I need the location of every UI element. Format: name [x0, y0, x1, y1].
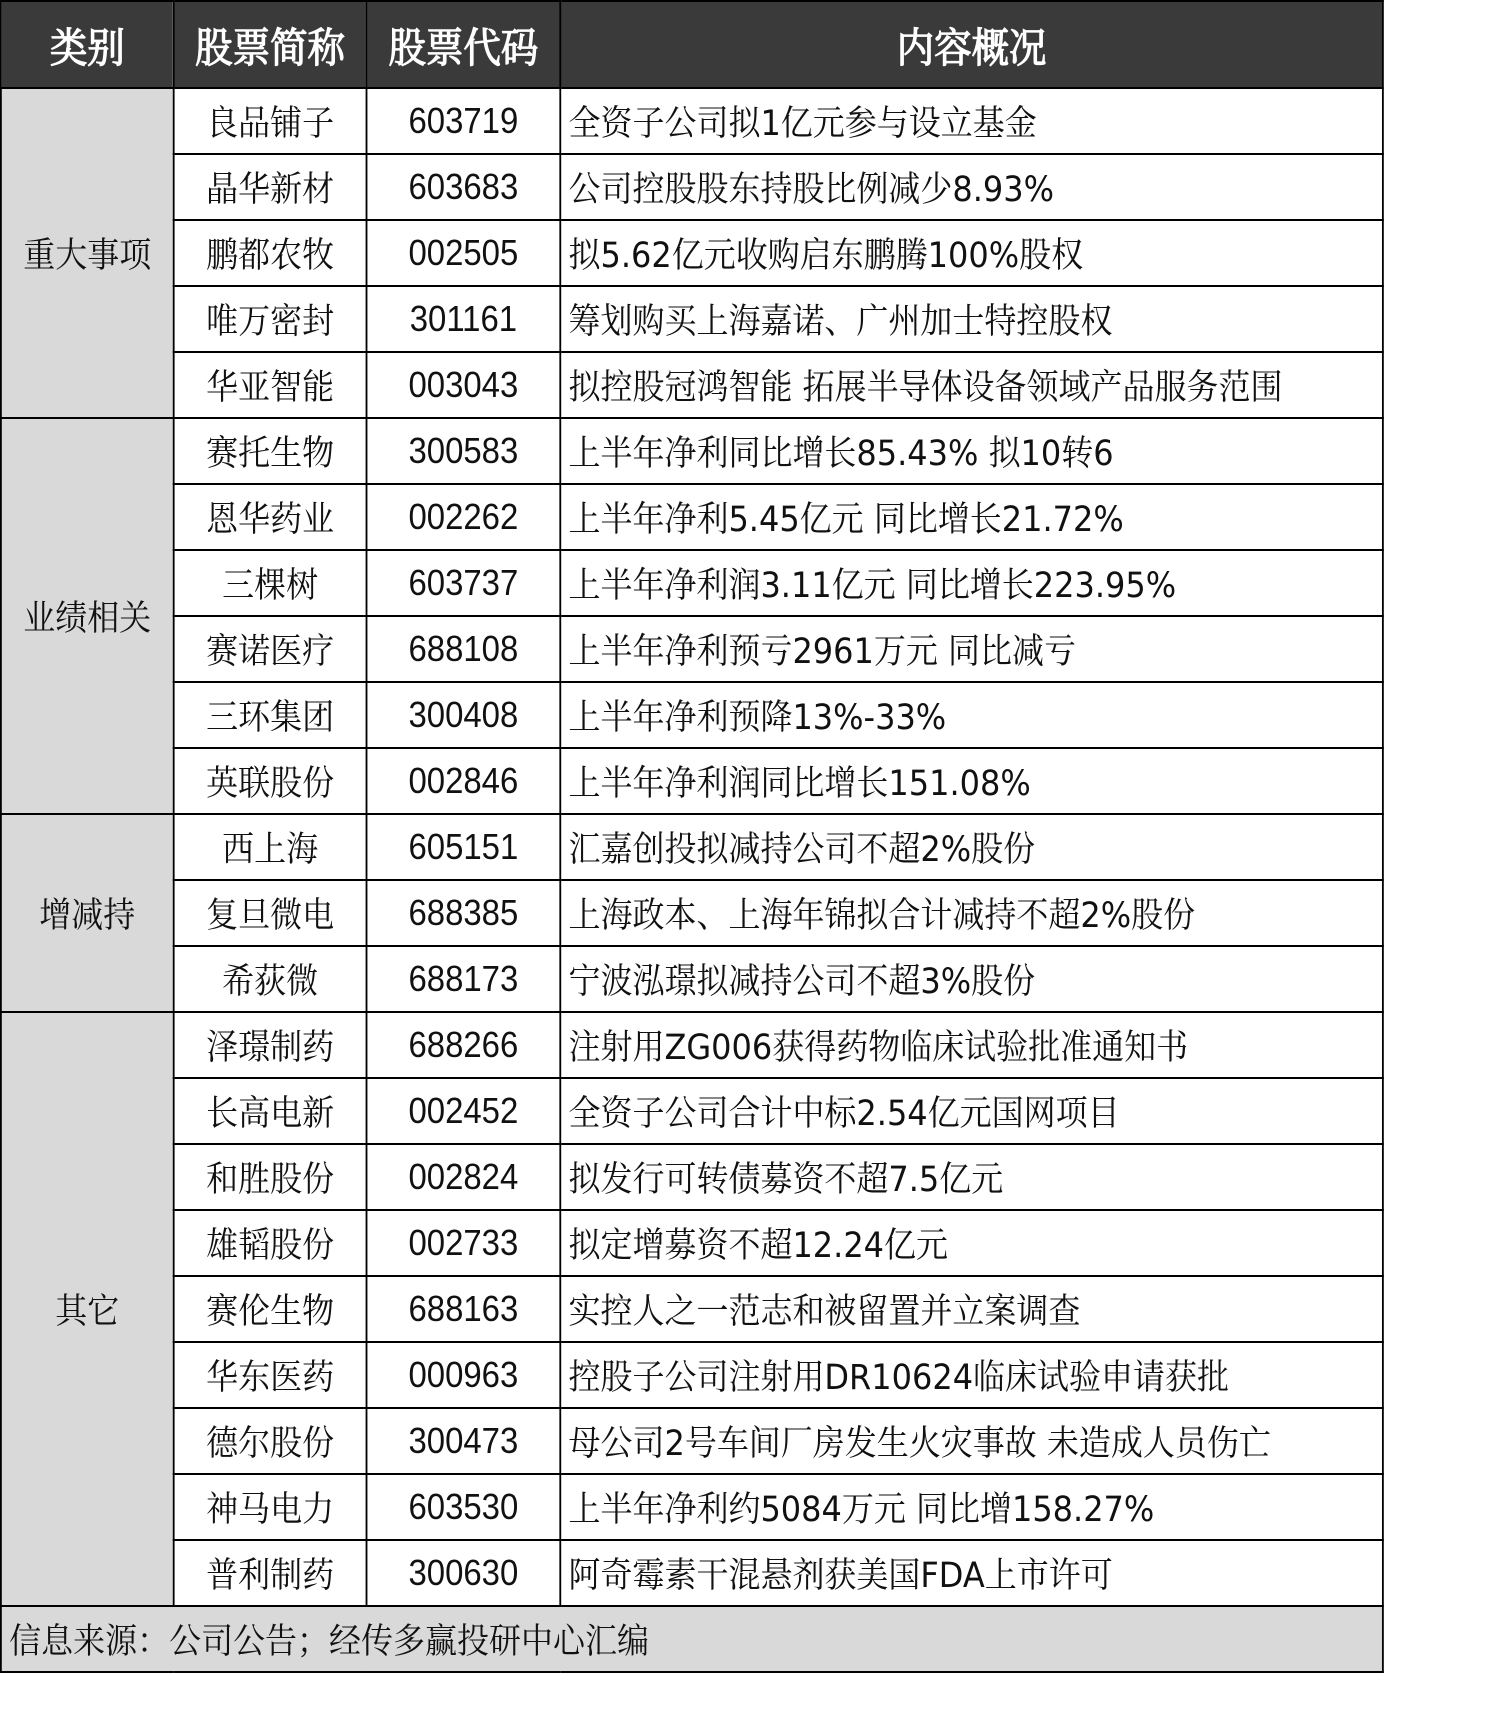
content-cell: 拟5.62亿元收购启东鹏腾100%股权: [560, 220, 1383, 286]
stock-name-cell: 华亚智能: [174, 352, 367, 418]
stock-code-cell: 300473: [367, 1408, 561, 1474]
table-row: [1, 1210, 1383, 1276]
content-cell: 控股子公司注射用DR10624临床试验申请获批: [560, 1342, 1383, 1408]
table-row: [1, 286, 1383, 352]
content-cell: 全资子公司合计中标2.54亿元国网项目: [560, 1078, 1383, 1144]
source-note: 信息来源：公司公告；经传多赢投研中心汇编: [1, 1606, 1383, 1672]
content-cell: 上半年净利润同比增长151.08%: [560, 748, 1383, 814]
table-row: [1, 1540, 1383, 1606]
content-cell: 上半年净利润3.11亿元 同比增长223.95%: [560, 550, 1383, 616]
stock-code-cell: 002262: [367, 484, 561, 550]
stock-code-cell: 688266: [367, 1012, 561, 1078]
stock-code-cell: 688108: [367, 616, 561, 682]
table-row: [1, 1012, 1383, 1078]
stock-name-cell: 鹏都农牧: [174, 220, 367, 286]
stock-code-cell: 688173: [367, 946, 561, 1012]
stock-code-cell: 300408: [367, 682, 561, 748]
content-cell: 上海政本、上海年锦拟合计减持不超2%股份: [560, 880, 1383, 946]
stock-name-cell: 赛诺医疗: [174, 616, 367, 682]
content-cell: 注射用ZG006获得药物临床试验批准通知书: [560, 1012, 1383, 1078]
stock-name-cell: 三环集团: [174, 682, 367, 748]
stock-code-cell: 002824: [367, 1144, 561, 1210]
stock-code-cell: 603530: [367, 1474, 561, 1540]
content-cell: 母公司2号车间厂房发生火灾事故 未造成人员伤亡: [560, 1408, 1383, 1474]
stock-code-cell: 688163: [367, 1276, 561, 1342]
content-cell: 公司控股股东持股比例减少8.93%: [560, 154, 1383, 220]
table-row: [1, 1342, 1383, 1408]
stock-name-cell: 和胜股份: [174, 1144, 367, 1210]
content-cell: 上半年净利5.45亿元 同比增长21.72%: [560, 484, 1383, 550]
stock-code-cell: 301161: [367, 286, 561, 352]
content-cell: 筹划购买上海嘉诺、广州加士特控股权: [560, 286, 1383, 352]
stock-code-cell: 605151: [367, 814, 561, 880]
content-cell: 拟发行可转债募资不超7.5亿元: [560, 1144, 1383, 1210]
stock-name-cell: 唯万密封: [174, 286, 367, 352]
content-cell: 上半年净利预降13%-33%: [560, 682, 1383, 748]
table-row: [1, 88, 1383, 154]
header-content: 内容概况: [560, 1, 1383, 88]
table-row: [1, 1474, 1383, 1540]
content-cell: 上半年净利约5084万元 同比增158.27%: [560, 1474, 1383, 1540]
table-row: [1, 550, 1383, 616]
table-body: [1, 88, 1383, 1606]
header-category: 类别: [1, 1, 174, 88]
table-row: [1, 946, 1383, 1012]
content-cell: 拟控股冠鸿智能 拓展半导体设备领域产品服务范围: [560, 352, 1383, 418]
stock-name-cell: 复旦微电: [174, 880, 367, 946]
stock-name-cell: 赛伦生物: [174, 1276, 367, 1342]
table-row: [1, 880, 1383, 946]
stock-code-cell: 002452: [367, 1078, 561, 1144]
category-cell: 重大事项: [1, 88, 174, 418]
table-row: [1, 1276, 1383, 1342]
table-row: [1, 748, 1383, 814]
table-row: [1, 352, 1383, 418]
stock-name-cell: 雄韬股份: [174, 1210, 367, 1276]
content-cell: 汇嘉创投拟减持公司不超2%股份: [560, 814, 1383, 880]
stock-name-cell: 希荻微: [174, 946, 367, 1012]
stock-code-cell: 002846: [367, 748, 561, 814]
stock-code-cell: 603737: [367, 550, 561, 616]
stock-code-cell: 002505: [367, 220, 561, 286]
content-cell: 实控人之一范志和被留置并立案调查: [560, 1276, 1383, 1342]
table-row: [1, 616, 1383, 682]
stock-name-cell: 长高电新: [174, 1078, 367, 1144]
stock-code-cell: 603719: [367, 88, 561, 154]
table-row: [1, 1144, 1383, 1210]
table-row: [1, 154, 1383, 220]
stock-name-cell: 恩华药业: [174, 484, 367, 550]
stock-name-cell: 华东医药: [174, 1342, 367, 1408]
stock-code-cell: 300630: [367, 1540, 561, 1606]
header-stock-code: 股票代码: [367, 1, 561, 88]
stock-name-cell: 神马电力: [174, 1474, 367, 1540]
category-cell: 业绩相关: [1, 418, 174, 814]
content-cell: 上半年净利同比增长85.43% 拟10转6: [560, 418, 1383, 484]
stock-code-cell: 300583: [367, 418, 561, 484]
stock-name-cell: 良品铺子: [174, 88, 367, 154]
content-cell: 上半年净利预亏2961万元 同比减亏: [560, 616, 1383, 682]
stock-code-cell: 000963: [367, 1342, 561, 1408]
stock-code-cell: 002733: [367, 1210, 561, 1276]
table-row: [1, 418, 1383, 484]
stock-code-cell: 003043: [367, 352, 561, 418]
stock-name-cell: 西上海: [174, 814, 367, 880]
stock-name-cell: 晶华新材: [174, 154, 367, 220]
header-stock-name: 股票简称: [174, 1, 367, 88]
stock-name-cell: 普利制药: [174, 1540, 367, 1606]
stock-name-cell: 德尔股份: [174, 1408, 367, 1474]
table-row: [1, 1078, 1383, 1144]
table-row: [1, 682, 1383, 748]
content-cell: 阿奇霉素干混悬剂获美国FDA上市许可: [560, 1540, 1383, 1606]
category-cell: 其它: [1, 1012, 174, 1606]
stock-name-cell: 赛托生物: [174, 418, 367, 484]
stock-name-cell: 英联股份: [174, 748, 367, 814]
content-cell: 拟定增募资不超12.24亿元: [560, 1210, 1383, 1276]
table-row: [1, 484, 1383, 550]
table-header-row: [1, 1, 1383, 88]
table-row: [1, 220, 1383, 286]
table-row: [1, 814, 1383, 880]
stock-code-cell: 603683: [367, 154, 561, 220]
stock-name-cell: 泽璟制药: [174, 1012, 367, 1078]
content-cell: 宁波泓璟拟减持公司不超3%股份: [560, 946, 1383, 1012]
table-row: [1, 1408, 1383, 1474]
content-cell: 全资子公司拟1亿元参与设立基金: [560, 88, 1383, 154]
category-cell: 增减持: [1, 814, 174, 1012]
stock-name-cell: 三棵树: [174, 550, 367, 616]
stock-code-cell: 688385: [367, 880, 561, 946]
source-row: [1, 1606, 1383, 1672]
